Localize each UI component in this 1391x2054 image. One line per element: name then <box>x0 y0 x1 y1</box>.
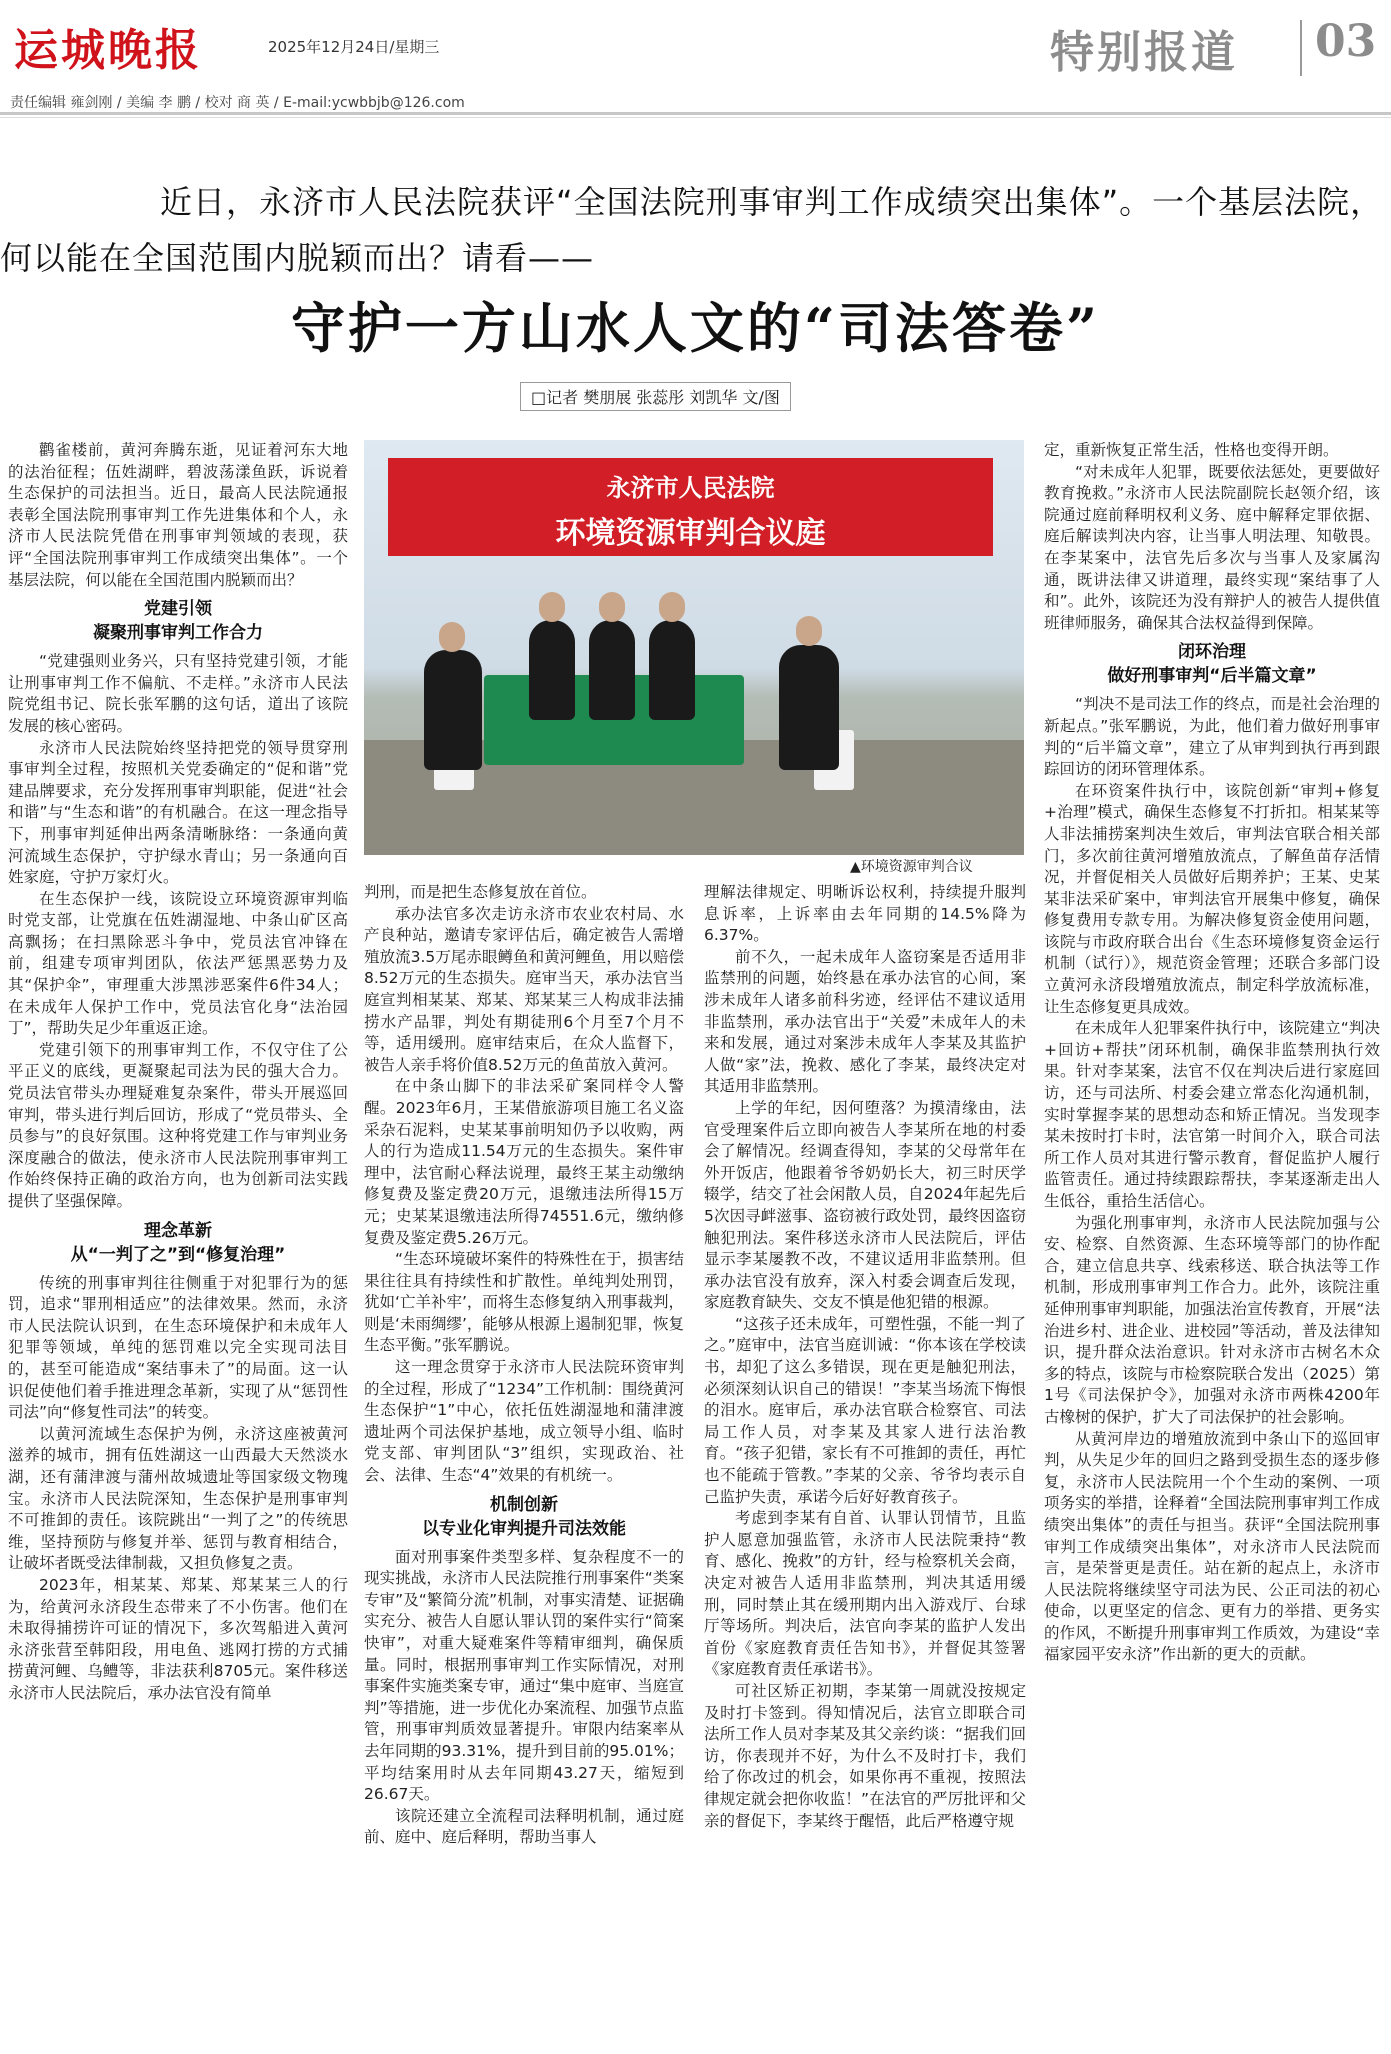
article-column-2 <box>364 882 684 1849</box>
person-head <box>796 616 822 646</box>
subheading-line: 闭环治理 <box>1178 642 1246 663</box>
paragraph: 判刑，而是把生态修复放在首位。 <box>364 883 597 901</box>
person-figure <box>779 645 839 770</box>
paragraph: 在环资案件执行中，该院创新“审判+修复+治理”模式，确保生态修复不打折扣。相某某等人非法捕捞案判决生效后，审判法官联合相关部门，多次前往黄河增殖放流点，了解鱼苗存活情况，并督促相关人员做好后期养护；王某、史某某非法采矿案中，审判法官开展集中修复，确保修复费用专款专用。为解决修复资金使用问题，该院与市政府联合出台《生态环境修复资金运行机制（试行）》，规范资金管理；还联合多部门设立黄河永济段增殖放流点，制定科学放流标准，让生态修复更具成效。 <box>1044 781 1380 1016</box>
photo-caption: ▲环境资源审判合议 <box>850 859 973 875</box>
banner-line-1: 永济市人民法院 <box>606 474 775 502</box>
paragraph: “生态环境破坏案件的特殊性在于，损害结果往往具有持续性和扩散性。单纯判处刑罚，犹如‘亡羊补牢’，而将生态修复纳入刑事裁判，则是‘未雨绸缪’，能够从根源上遏制犯罪，恢复生态平衡。”张军鹏说。 <box>364 1250 684 1355</box>
person-head <box>659 592 685 622</box>
court-banner <box>388 458 993 556</box>
paragraph: 前不久，一起未成年人盗窃案是否适用非监禁刑的问题，始终悬在承办法官的心间，案涉未成年人诸多前科劣迹，经评估不建议适用非监禁刑，承办法官出于“关爱”未成年人的未来和发展，通过对案涉未成年人李某及其监护人做“家”法，挽救、感化了李某，最终决定对其适用非监禁刑。 <box>704 947 1026 1096</box>
subheading <box>8 597 348 645</box>
person-head <box>439 622 465 652</box>
subheading-line: 凝聚刑事审判工作合力 <box>93 623 263 644</box>
paragraph: “这孩子还未成年，可塑性强，不能一判了之。”庭审中，法官当庭训诫：“你本该在学校读书，却犯了这么多错误，现在更是触犯刑法，必须深刻认识自己的错误！”李某当场流下悔恨的泪水。庭审后，承办法官联合检察官、司法局工作人员，对李某及其家人进行法治教育。“孩子犯错，家长有不可推卸的责任，再忙也不能疏于管教。”李某的父亲、爷爷均表示自己监护失责，承诺今后好好教育孩子。 <box>704 1314 1026 1506</box>
paragraph: 在生态保护一线，该院设立环境资源审判临时党支部，让党旗在伍姓湖湿地、中条山矿区高高飘扬；在扫黑除恶斗争中，党员法官冲锋在前，组建专项审判团队，依法严惩黑恶势力及其“保护伞”，审理重大涉黑涉恶案件6件34人；在未成年人保护工作中，党员法官化身“法治园丁”，帮助失足少年重返正途。 <box>8 889 348 1038</box>
subheading <box>8 1219 348 1267</box>
paragraph: 党建引领下的刑事审判工作，不仅守住了公平正义的底线，更凝聚起司法为民的强大合力。党员法官带头办理疑难复杂案件，带头开展巡回审判，带头进行判后回访，形成了“党员带头、全员参与”的良好氛围。这种将党建工作与审判业务深度融合的做法，使永济市人民法院刑事审判工作始终保持正确的政治方向，也为创新司法实践提供了坚强保障。 <box>8 1040 348 1210</box>
paragraph: 考虑到李某有自首、认罪认罚情节，且监护人愿意加强监管，永济市人民法院秉持“教育、感化、挽救”的方针，经与检察机关会商，决定对被告人适用非监禁刑，判决其适用缓刑，同时禁止其在缓刑期内出入游戏厅、台球厅等场所。判决后，法官向李某的监护人发出首份《家庭教育责任告知书》，并督促其签署《家庭教育责任承诺书》。 <box>704 1509 1026 1679</box>
subheading-line: 理念革新 <box>144 1220 212 1241</box>
subheading-line: 做好刑事审判“后半篇文章” <box>1107 666 1317 687</box>
paragraph: 这一理念贯穿于永济市人民法院环资审判的全过程，形成了“1234”工作机制：围绕黄河生态保护“1”中心，依托伍姓湖湿地和蒲津渡遗址两个司法保护基地，成立领导小组、临时党支部、审判团队“3”组织，实现政治、社会、法律、生态“4”效果的有机统一。 <box>364 1358 684 1485</box>
article-column-3 <box>704 882 1026 1832</box>
section-title: 特别报道 <box>1050 27 1238 78</box>
paragraph: 在中条山脚下的非法采矿案同样令人警醒。2023年6月，王某借旅游项目施工名义盗采杂石泥料，史某某事前明知仍予以收购，两人的行为造成11.54万元的生态损失。案件审理中，法官耐心释法说理，最终王某主动缴纳修复费及鉴定费20万元，退缴违法所得15万元；史某某退缴违法所得74551.6元，缴纳修复费及鉴定费5.26万元。 <box>364 1077 684 1247</box>
page-number: 03 <box>1315 16 1377 67</box>
person-head <box>599 592 625 622</box>
paragraph: 从黄河岸边的增殖放流到中条山下的巡回审判，从失足少年的回归之路到受损生态的逐步修复，永济市人民法院用一个个生动的案例、一项项务实的举措，诠释着“全国法院刑事审判工作成绩突出集体”的责任与担当。获评“全国法院刑事审判工作成绩突出集体”，对永济市人民法院而言，是荣誉更是责任。站在新的起点上，永济市人民法院将继续坚守司法为民、公正司法的初心使命，以更坚定的信念、更有力的举措、更务实的作风，不断提升刑事审判工作质效，为建设“幸福家园平安永济”作出新的更大的贡献。 <box>1044 1429 1380 1664</box>
paragraph: 传统的刑事审判往往侧重于对犯罪行为的惩罚，追求“罪刑相适应”的法律效果。然而，永济市人民法院认识到，在生态环境保护和未成年人犯罪等领域，单纯的惩罚难以完全实现司法目的，甚至可能造成“案结事未了”的局面。这一认识促使他们着手推进理念革新，实现了从“惩罚性司法”向“修复性司法”的转变。 <box>8 1273 348 1422</box>
person-head <box>539 592 565 622</box>
header-rule <box>0 112 1391 115</box>
editor-credits: 责任编辑 雍剑刚 / 美编 李 鹏 / 校对 商 英 / E-mail:ycwbbjb@126.com <box>10 95 465 111</box>
subheading <box>364 1493 684 1541</box>
paragraph: 鹳雀楼前，黄河奔腾东逝，见证着河东大地的法治征程；伍姓湖畔，碧波荡漾鱼跃，诉说着生态保护的司法担当。近日，最高人民法院通报表彰全国法院刑事审判工作先进集体和个人，永济市人民法院凭借在刑事审判领域的表现，获评“全国法院刑事审判工作成绩突出集体”。一个基层法院，何以能在全国范围内脱颖而出？ <box>8 441 348 589</box>
paragraph: 承办法官多次走访永济市农业农村局、水产良种站，邀请专家评估后，确定被告人需增殖放流3.5万尾赤眼鳟鱼和黄河鲤鱼，用以赔偿8.52万元的生态损失。庭审当天，承办法官当庭宣判相某某、郑某、郑某某三人构成非法捕捞水产品罪，判处有期徒刑6个月至7个月不等，适用缓刑。庭审结束后，在众人监督下，被告人亲手将价值8.52万元的鱼苗放入黄河。 <box>364 904 684 1074</box>
banner-line-2: 环境资源审判合议庭 <box>555 516 826 551</box>
subheading-line: 党建引领 <box>144 599 212 620</box>
article-column-4 <box>1044 440 1380 1666</box>
article-column-1 <box>8 440 348 1704</box>
paragraph: 面对刑事案件类型多样、复杂程度不一的现实挑战，永济市人民法院推行刑事案件“类案专审”及“繁简分流”机制，对事实清楚、证据确实充分、被告人自愿认罪认罚的案件实行“简案快审”，对重大疑难案件等精审细判，确保质量。同时，根据刑事审判工作实际情况，对刑事案件实施类案专审，通过“集中庭审、当庭宣判”等措施，进一步优化办案流程、加强节点监管，刑事审判质效显著提升。审限内结案率从去年同期的93.31%，提升到目前的95.01%；平均结案用时从去年同期43.27天，缩短到26.67天。 <box>364 1547 684 1804</box>
paragraph: 为强化刑事审判，永济市人民法院加强与公安、检察、自然资源、生态环境等部门的协作配合，建立信息共享、线索移送、联合执法等工作机制，形成刑事审判工作合力。此外，该院注重延伸刑事审判职能，加强法治宣传教育，开展“法治进乡村、进企业、进校园”等活动，普及法律知识，提升群众法治意识。针对永济市古树名木众多的特点，该院与市检察院联合发出（2025）第1号《司法保护令》，加强对永济市两株4200年古橡树的保护，扩大了司法保护的社会影响。 <box>1044 1213 1380 1426</box>
subheading-line: 以专业化审判提升司法效能 <box>422 1518 626 1539</box>
issue-date: 2025年12月24日/星期三 <box>268 38 440 56</box>
article-lead: 近日，永济市人民法院获评“全国法院刑事审判工作成绩突出集体”。一个基层法院，何以能在全国范围内脱颖而出？请看—— <box>0 183 1384 277</box>
article-byline: □记者 樊朋展 张蕊彤 刘凯华 文/图 <box>520 382 791 411</box>
paragraph: 以黄河流域生态保护为例，永济这座被黄河滋养的城市，拥有伍姓湖这一山西最大天然淡水湖，还有蒲津渡与蒲州故城遗址等国家级文物瑰宝。永济市人民法院深知，生态保护是刑事审判不可推卸的责任。该院跳出“一判了之”的传统思维，坚持预防与修复并举、惩罚与教育相结合，让破坏者既受法律制裁，又担负修复之责。 <box>8 1424 348 1573</box>
paragraph: 在未成年人犯罪案件执行中，该院建立“判决+回访+帮扶”闭环机制，确保非监禁刑执行效果。针对李某案，法官不仅在判决后进行家庭回访，还与司法所、村委会建立常态化沟通机制，实时掌握李某的思想动态和矫正情况。当发现李某未按时打卡时，法官第一时间介入，联合司法所工作人员对其进行警示教育，督促监护人履行监管责任。通过持续跟踪帮扶，李某逐渐走出人生低谷，重拾生活信心。 <box>1044 1019 1380 1210</box>
paragraph: 可社区矫正初期，李某第一周就没按规定及时打卡签到。得知情况后，法官立即联合司法所工作人员对李某及其父亲约谈：“据我们回访，你表现并不好，为什么不及时打卡，我们给了你改过的机会，如果你再不重视，按照法律规定就会把你收监！”在法官的严厉批评和父亲的督促下，李某终于醒悟，此后严格遵守规 <box>704 1681 1026 1830</box>
paragraph: 上学的年纪，因何堕落？为摸清缘由，法官受理案件后立即向被告人李某所在地的村委会了解情况。经调查得知，李某的父母常年在外开饭店，他跟着爷爷奶奶长大，初三时厌学辍学，结交了社会闲散人员，自2024年起先后5次因寻衅滋事、盗窃被行政处罚，最终因盗窃触犯刑法。案件移送永济市人民法院后，评估显示李某屡教不改，不建议适用非监禁刑。但承办法官没有放弃，深入村委会调查后发现，家庭教育缺失、交友不慎是他犯错的根源。 <box>704 1098 1026 1312</box>
court-photo <box>364 440 1024 855</box>
judge-figure <box>589 620 635 720</box>
paragraph: 理解法律规定、明晰诉讼权利，持续提升服判息诉率，上诉率由去年同期的14.5%降为6.37%。 <box>704 883 1026 945</box>
newspaper-logo: 运城晚报 <box>14 25 202 76</box>
paragraph: 2023年，相某某、郑某、郑某某三人的行为，给黄河永济段生态带来了不小伤害。他们在未取得捕捞许可证的情况下，多次驾船进入黄河永济张营至韩阳段，用电鱼、逃网打捞的方式捕捞黄河鲤、乌鳢等，非法获利8705元。案件移送永济市人民法院后，承办法官没有简单 <box>8 1575 348 1702</box>
subheading-line: 从“一判了之”到“修复治理” <box>70 1244 286 1265</box>
judge-figure <box>529 620 575 720</box>
judge-figure <box>649 620 695 720</box>
paragraph: 定，重新恢复正常生活，性格也变得开朗。 <box>1044 441 1339 459</box>
header-rule-thin <box>0 117 1391 118</box>
paragraph: “对未成年人犯罪，既要依法惩处，更要做好教育挽救。”永济市人民法院副院长赵领介绍，该院通过庭前释明权利义务、庭中解释定罪依据、庭后解读判决内容，让当事人明法理、知敬畏。在李某案中，法官先后多次与当事人及家属沟通，既讲法律又讲道理，最终实现“案结事了人和”。此外，该院还为没有辩护人的被告人提供值班律师服务，确保其合法权益得到保障。 <box>1044 462 1380 632</box>
paragraph: 永济市人民法院始终坚持把党的领导贯穿刑事审判全过程，按照机关党委确定的“促和谐”党建品牌要求，充分发挥刑事审判职能，促进“社会和谐”与“生态和谐”的有机融合。在这一理念指导下，刑事审判延伸出两条清晰脉络：一条通向黄河流域生态保护，守护绿水青山；另一条通向百姓家庭，守护万家灯火。 <box>8 738 348 887</box>
subheading-line: 机制创新 <box>490 1494 558 1515</box>
subheading <box>1044 640 1380 688</box>
paragraph: 该院还建立全流程司法释明机制，通过庭前、庭中、庭后释明，帮助当事人 <box>364 1806 684 1847</box>
paragraph: “党建强则业务兴，只有坚持党建引领，才能让刑事审判工作不偏航、不走样。”永济市人民法院党组书记、院长张军鹏的这句话，道出了该院发展的核心密码。 <box>8 652 348 735</box>
article-headline: 守护一方山水人文的“司法答卷” <box>290 296 1101 360</box>
paragraph: “判决不是司法工作的终点，而是社会治理的新起点。”张军鹏说，为此，他们着力做好刑事审判的“后半篇文章”，建立了从审判到执行再到跟踪回访的闭环管理体系。 <box>1044 695 1380 779</box>
section-divider <box>1300 20 1302 76</box>
person-figure <box>424 650 482 770</box>
